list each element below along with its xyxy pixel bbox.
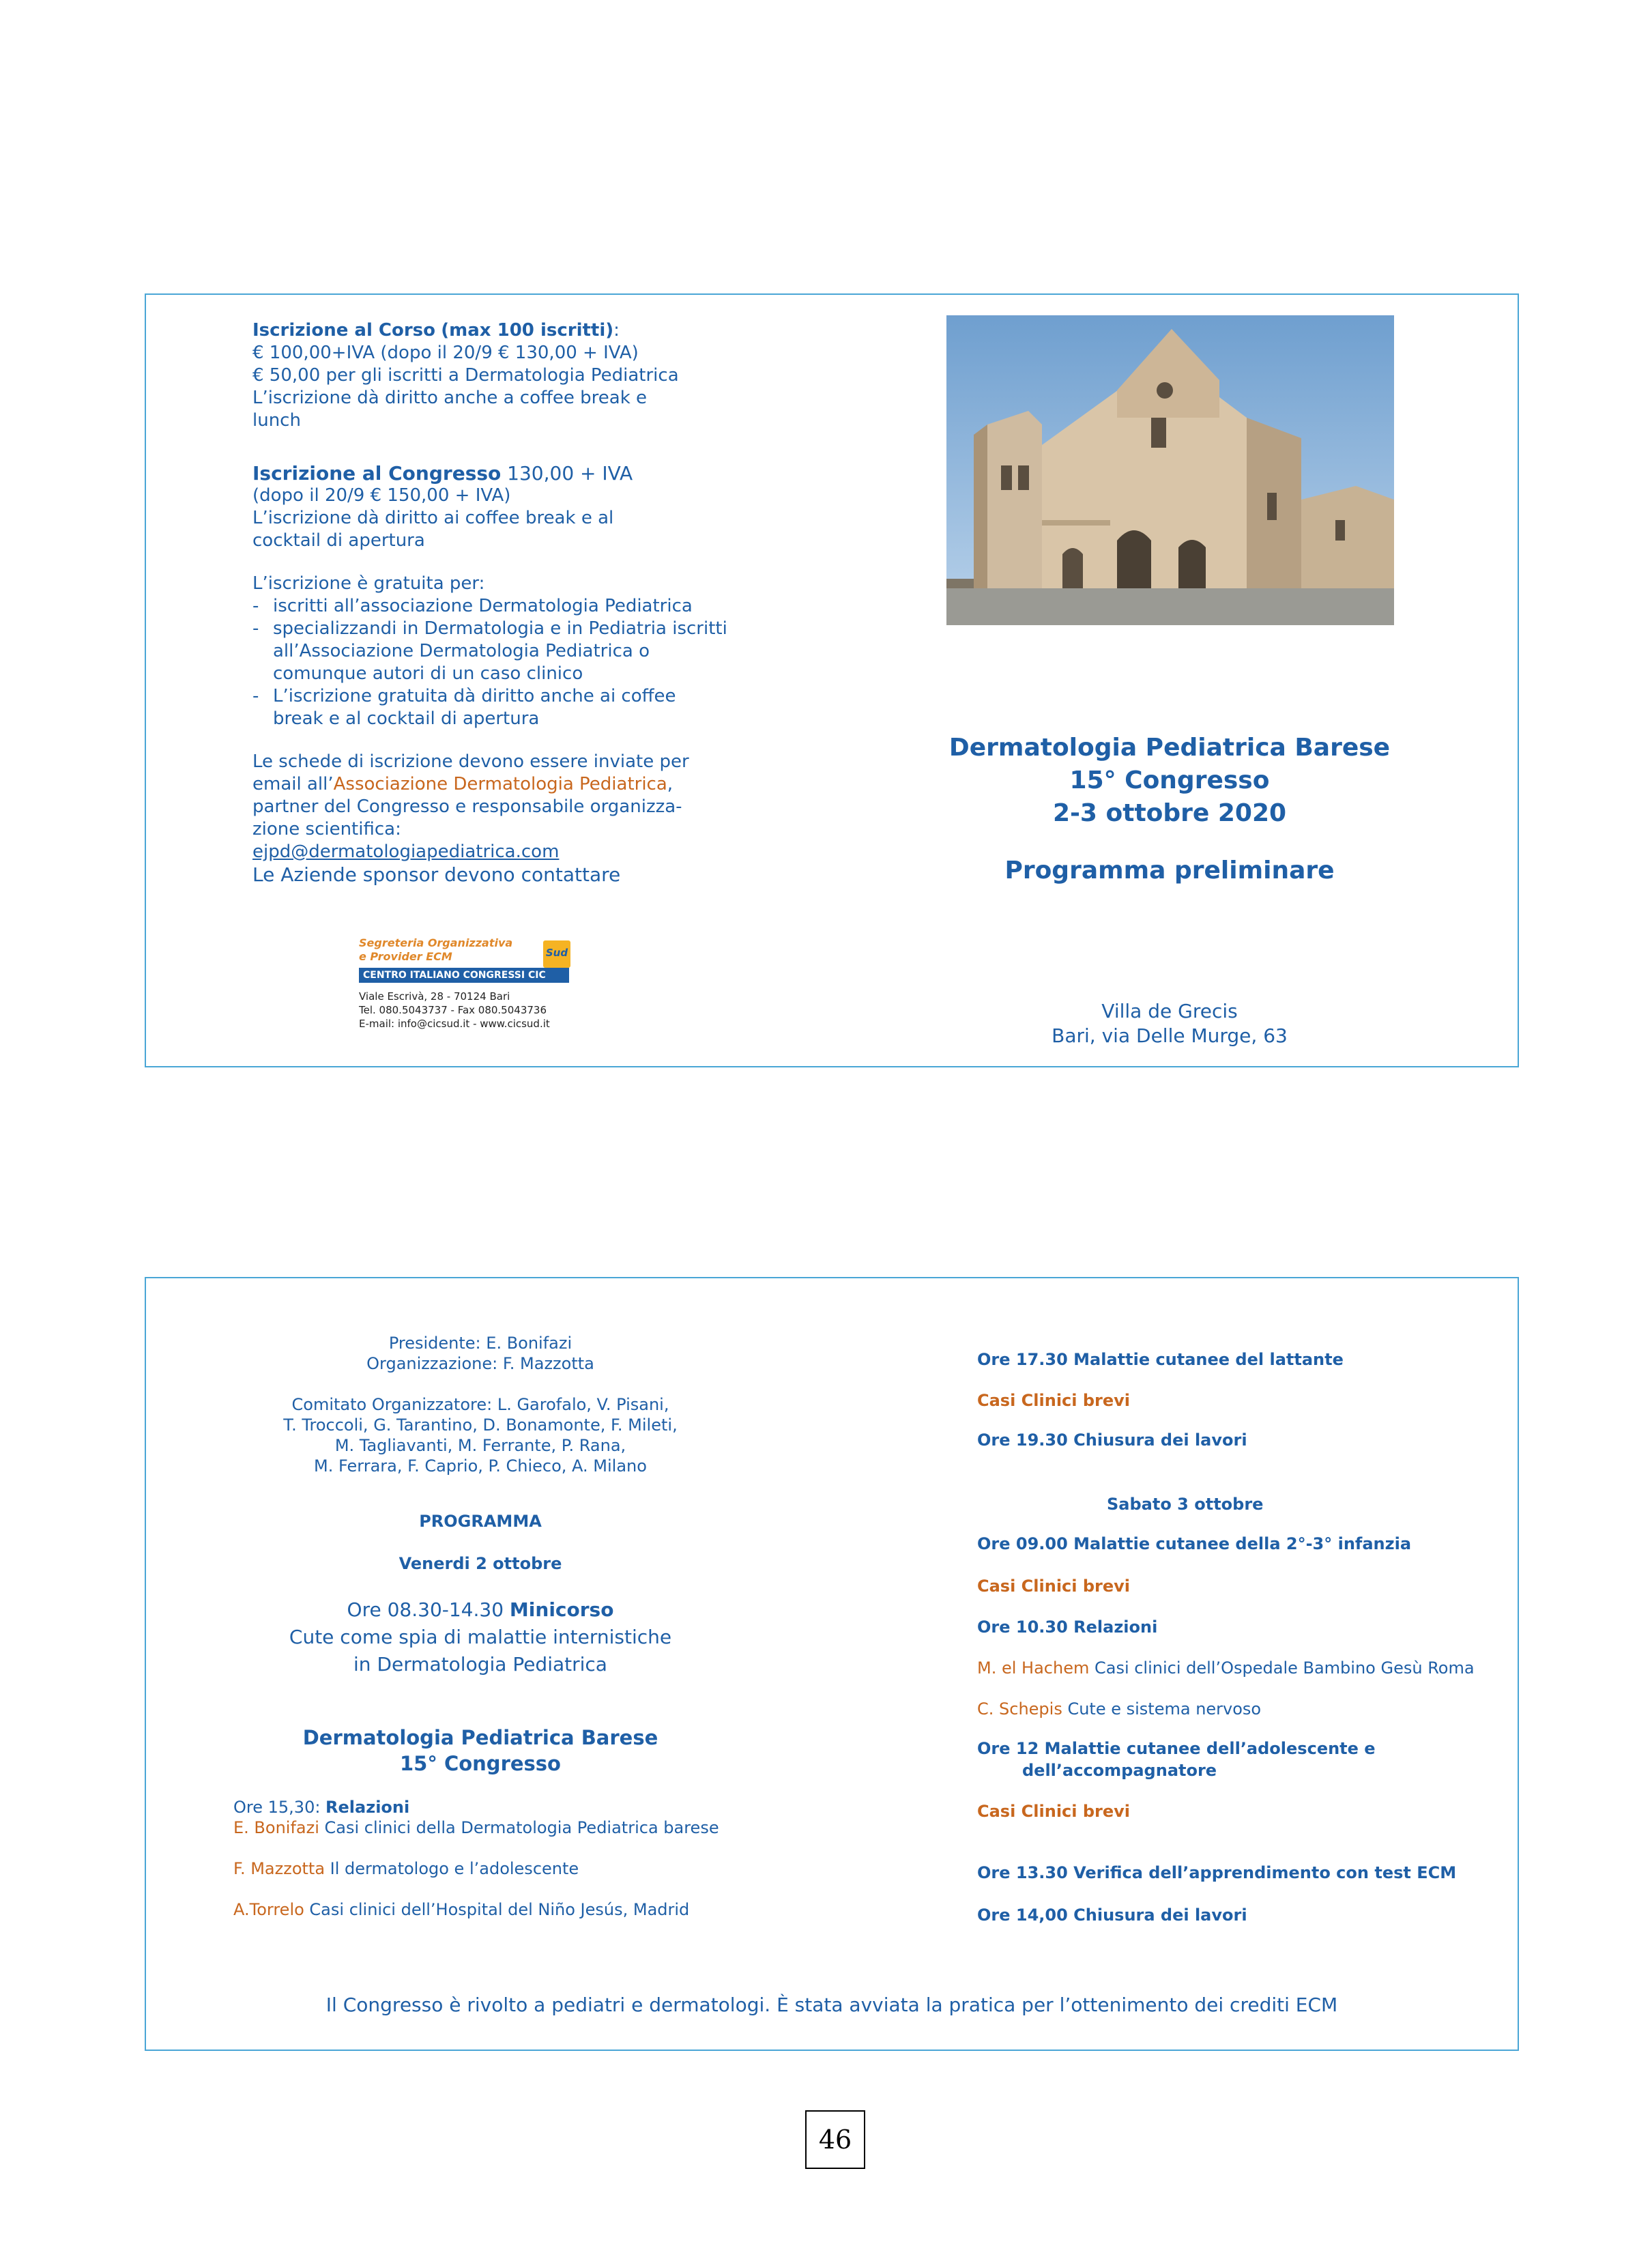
course-heading-colon: : xyxy=(613,320,620,341)
free-intro: L’iscrizione è gratuita per: xyxy=(252,573,485,594)
talk-title: Casi clinici della Dermatologia Pediatrica barese xyxy=(319,1818,719,1837)
free-item-text: iscritti all’associazione Dermatologia Pediatrica xyxy=(273,596,693,616)
minicorso-line: Cute come spia di malattie internistiche xyxy=(289,1626,672,1648)
minicorso xyxy=(201,1596,760,1678)
talk xyxy=(233,1858,793,1879)
schedule-item: Ore 12 Malattie cutanee dell’adolescente e xyxy=(977,1739,1376,1758)
schedule-item: Ore 14,00 Chiusura dei lavori xyxy=(977,1906,1247,1925)
congress-price: 130,00 + IVA xyxy=(501,462,633,485)
schedule-item: Ore 13.30 Verifica dell’apprendimento con test ECM xyxy=(977,1863,1457,1882)
schedule-item: Ore 17.30 Malattie cutanee del lattante xyxy=(977,1350,1344,1369)
congress-heading: Iscrizione al Congresso xyxy=(252,462,502,485)
free-item-text: L’iscrizione gratuita dà diritto anche ai coffee break e al cocktail di apertura xyxy=(273,686,676,729)
free-item-text: specializzandi in Dermatologia e in Pediatria iscritti all’Associazione Dermatologia Pediatrica o comunque autori di un caso clinico xyxy=(273,618,727,684)
forms-text: email all’ xyxy=(252,774,334,794)
title-programma: Programma preliminare xyxy=(1004,857,1335,885)
friday-heading: Venerdi 2 ottobre xyxy=(398,1554,562,1573)
venue-name: Villa de Grecis xyxy=(1101,1000,1238,1022)
congress-line: 15° Congresso xyxy=(400,1752,561,1775)
course-line: L’iscrizione dà diritto anche a coffee break e xyxy=(252,388,648,408)
talk-speaker: M. el Hachem xyxy=(977,1658,1090,1678)
congress-line: (dopo il 20/9 € 150,00 + IVA) xyxy=(252,485,511,506)
schedule-item: Ore 19.30 Chiusura dei lavori xyxy=(977,1431,1247,1450)
title-line: 2-3 ottobre 2020 xyxy=(1052,799,1287,827)
talk-title: Il dermatologo e l’adolescente xyxy=(325,1859,579,1878)
cic-email: E-mail: info@cicsud.it - www.cicsud.it xyxy=(359,1018,550,1030)
free-item: - iscritti all’associazione Dermatologia Pediatrica xyxy=(252,596,693,616)
committee-line: Organizzazione: F. Mazzotta xyxy=(366,1354,594,1373)
course-heading: Iscrizione al Corso xyxy=(252,320,436,341)
sud-badge: Sud xyxy=(543,940,570,968)
talk-speaker: F. Mazzotta xyxy=(233,1859,325,1878)
talk xyxy=(977,1658,1475,1678)
schedule-item: Ore 09.00 Malattie cutanee della 2°-3° infanzia xyxy=(977,1534,1412,1553)
course-line: € 50,00 per gli iscritti a Dermatologia Pediatrica xyxy=(252,365,679,386)
title-line: 15° Congresso xyxy=(1069,766,1270,794)
talk-speaker: E. Bonifazi xyxy=(233,1818,319,1837)
registration-info xyxy=(252,319,730,886)
minicorso-time: Ore 08.30-14.30 xyxy=(347,1598,510,1621)
page-number: 46 xyxy=(805,2110,865,2169)
talk-speaker: A.Torrelo xyxy=(233,1900,304,1919)
minicorso-line: in Dermatologia Pediatrica xyxy=(353,1653,607,1676)
committee-line: M. Ferrara, F. Caprio, P. Chieco, A. Milano xyxy=(314,1456,647,1476)
talk-title: Casi clinici dell’Ospedale Bambino Gesù Roma xyxy=(1089,1658,1475,1678)
schedule-item: Casi Clinici brevi xyxy=(977,1577,1131,1596)
committee-line: T. Troccoli, G. Tarantino, D. Bonamonte, F. Mileti, xyxy=(283,1415,678,1435)
forms-line: zione scientifica: xyxy=(252,819,401,839)
forms-comma: , xyxy=(667,774,673,794)
email-link[interactable]: ejpd@dermatologiapediatrica.com xyxy=(252,842,560,862)
cic-logo xyxy=(359,936,570,1031)
registration-panel xyxy=(145,293,1519,1067)
cic-line2: e Provider ECM xyxy=(359,950,452,963)
program-panel xyxy=(145,1277,1519,2051)
programma-heading: PROGRAMMA xyxy=(419,1512,542,1531)
venue xyxy=(897,999,1443,1048)
saturday-heading: Sabato 3 ottobre xyxy=(1107,1495,1264,1514)
cic-bar: CENTRO ITALIANO CONGRESSI CIC xyxy=(359,968,569,983)
course-heading-extra: (max 100 iscritti) xyxy=(441,320,614,341)
talk-speaker: C. Schepis xyxy=(977,1699,1062,1719)
venue-address: Bari, via Delle Murge, 63 xyxy=(1052,1024,1288,1047)
congress-line: Dermatologia Pediatrica Barese xyxy=(302,1726,658,1749)
congress-heading xyxy=(201,1725,760,1777)
association-name: Associazione Dermatologia Pediatrica xyxy=(333,774,667,794)
session-time: Ore 15,30: xyxy=(233,1798,326,1817)
forms-line: Le schede di iscrizione devono essere inviate per xyxy=(252,751,689,772)
free-item: - L’iscrizione gratuita dà diritto anche ai coffee break e al cocktail di apertura xyxy=(252,686,676,729)
committee-line: Presidente: E. Bonifazi xyxy=(388,1334,573,1353)
talk xyxy=(977,1699,1261,1719)
course-line: € 100,00+IVA (dopo il 20/9 € 130,00 + IVA) xyxy=(252,343,639,363)
free-item: - specializzandi in Dermatologia e in Pediatria iscritti all’Associazione Dermatologia Pediatrica o comunque autori di un caso clinico xyxy=(252,618,727,684)
forms-line xyxy=(252,773,730,796)
talk xyxy=(233,1817,793,1838)
talk xyxy=(233,1899,793,1920)
congress-line: cocktail di apertura xyxy=(252,530,425,551)
committee-line: Comitato Organizzatore: L. Garofalo, V. Pisani, xyxy=(291,1395,669,1414)
cic-line1: Segreteria Organizzativa xyxy=(359,936,513,949)
committee-line: M. Tagliavanti, M. Ferrante, P. Rana, xyxy=(334,1436,626,1455)
schedule-item: Ore 10.30 Relazioni xyxy=(977,1618,1158,1637)
course-line: lunch xyxy=(252,410,301,431)
cic-phone: Tel. 080.5043737 - Fax 080.5043736 xyxy=(359,1004,547,1016)
schedule-item: Casi Clinici brevi xyxy=(977,1391,1131,1410)
friday-sessions xyxy=(233,1797,793,1920)
schedule-item: dell’accompagnatore xyxy=(1022,1761,1217,1780)
schedule-item: Casi Clinici brevi xyxy=(977,1802,1131,1821)
forms-line: partner del Congresso e responsabile organizza- xyxy=(252,796,682,817)
committee xyxy=(201,1333,760,1476)
congress-title xyxy=(897,732,1443,887)
session-label: Relazioni xyxy=(325,1798,410,1817)
sponsor-line: Le Aziende sponsor devono contattare xyxy=(252,863,621,886)
cic-address: Viale Escrivà, 28 - 70124 Bari xyxy=(359,990,510,1003)
basilica-photo xyxy=(946,315,1394,625)
talk-title: Casi clinici dell’Hospital del Niño Jesús, Madrid xyxy=(304,1900,690,1919)
title-line: Dermatologia Pediatrica Barese xyxy=(948,734,1391,762)
minicorso-label: Minicorso xyxy=(509,1598,614,1621)
congress-line: L’iscrizione dà diritto ai coffee break e al xyxy=(252,508,614,528)
talk-title: Cute e sistema nervoso xyxy=(1062,1699,1262,1719)
footer-note: Il Congresso è rivolto a pediatri e dermatologi. È stata avviata la pratica per l’ottenimento dei crediti ECM xyxy=(325,1994,1338,2016)
